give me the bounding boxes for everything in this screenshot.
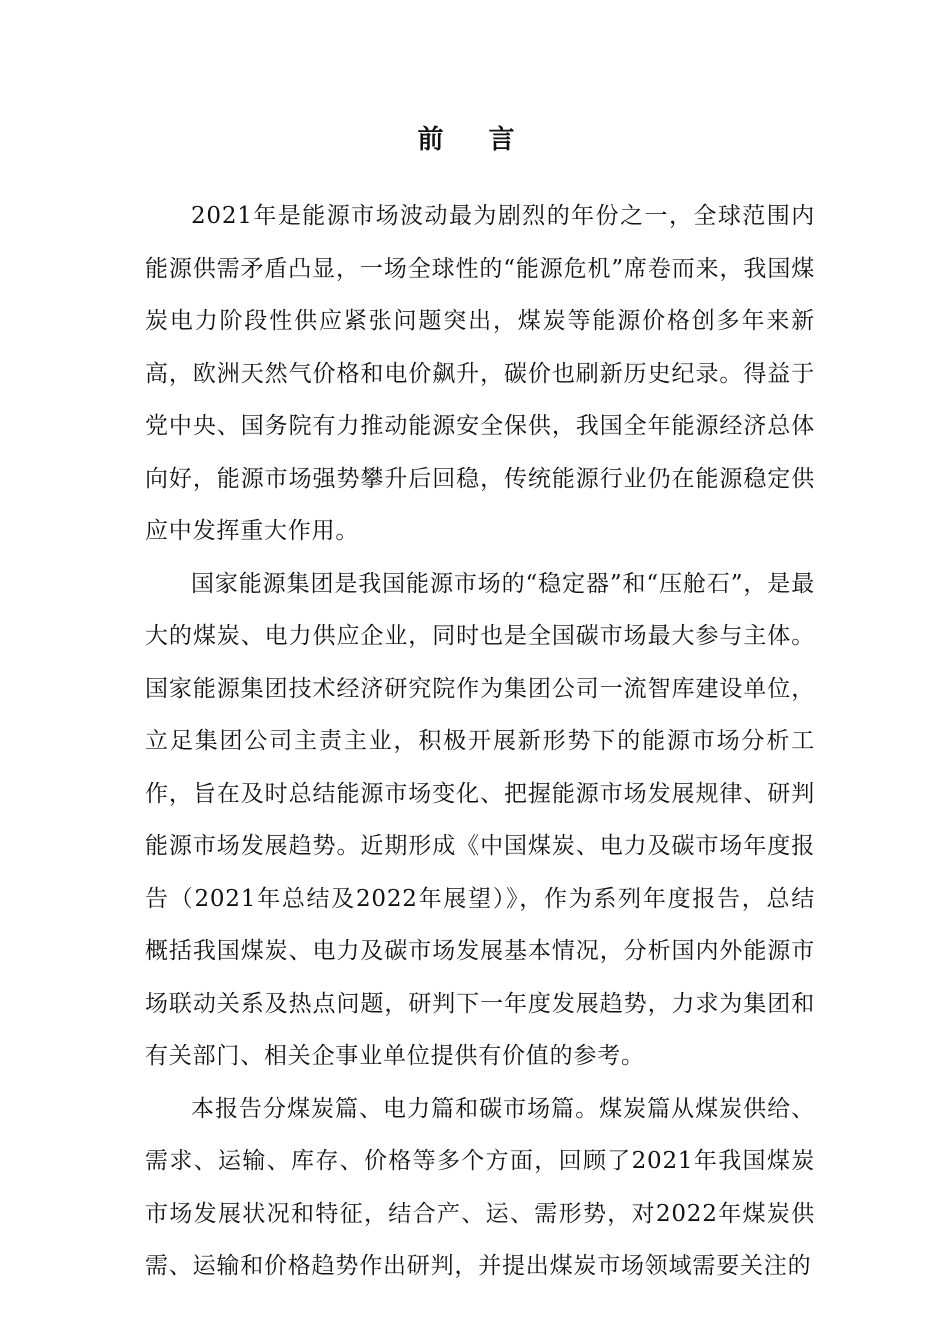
page-title: 前 言 [417,125,533,155]
body-text [145,190,815,1293]
paragraph-3: 本报告分煤炭篇、电力篇和碳市场篇。煤炭篇从煤炭供给、需求、运输、库存、价格等多个方面，回顾了2021年我国煤炭市场发展状况和特征，结合产、运、需形势，对2022年煤炭供需、运输和价格趋势作出研判，并提出煤炭市场领域需要关注的 [145,1095,815,1279]
paragraph-2: 国家能源集团是我国能源市场的“稳定器”和“压舱石”，是最大的煤炭、电力供应企业，同时也是全国碳市场最大参与主体。国家能源集团技术经济研究院作为集团公司一流智库建设单位，立足集团公司主责主业，积极开展新形势下的能源市场分析工作，旨在及时总结能源市场变化、把握能源市场发展规律、研判能源市场发展趋势。近期形成《中国煤炭、电力及碳市场年度报告（2021年总结及2022年展望）》，作为系列年度报告，总结概括我国煤炭、电力及碳市场发展基本情况，分析国内外能源市场联动关系及热点问题，研判下一年度发展趋势，力求为集团和有关部门、相关企事业单位提供有价值的参考。 [145,570,815,1069]
paragraph-1: 2021年是能源市场波动最为剧烈的年份之一，全球范围内能源供需矛盾凸显，一场全球性的“能源危机”席卷而来，我国煤炭电力阶段性供应紧张问题突出，煤炭等能源价格创多年来新高，欧洲天然气价格和电价飙升，碳价也刷新历史纪录。得益于党中央、国务院有力推动能源安全保供，我国全年能源经济总体向好，能源市场强势攀升后回稳，传统能源行业仍在能源稳定供应中发挥重大作用。 [145,203,815,544]
